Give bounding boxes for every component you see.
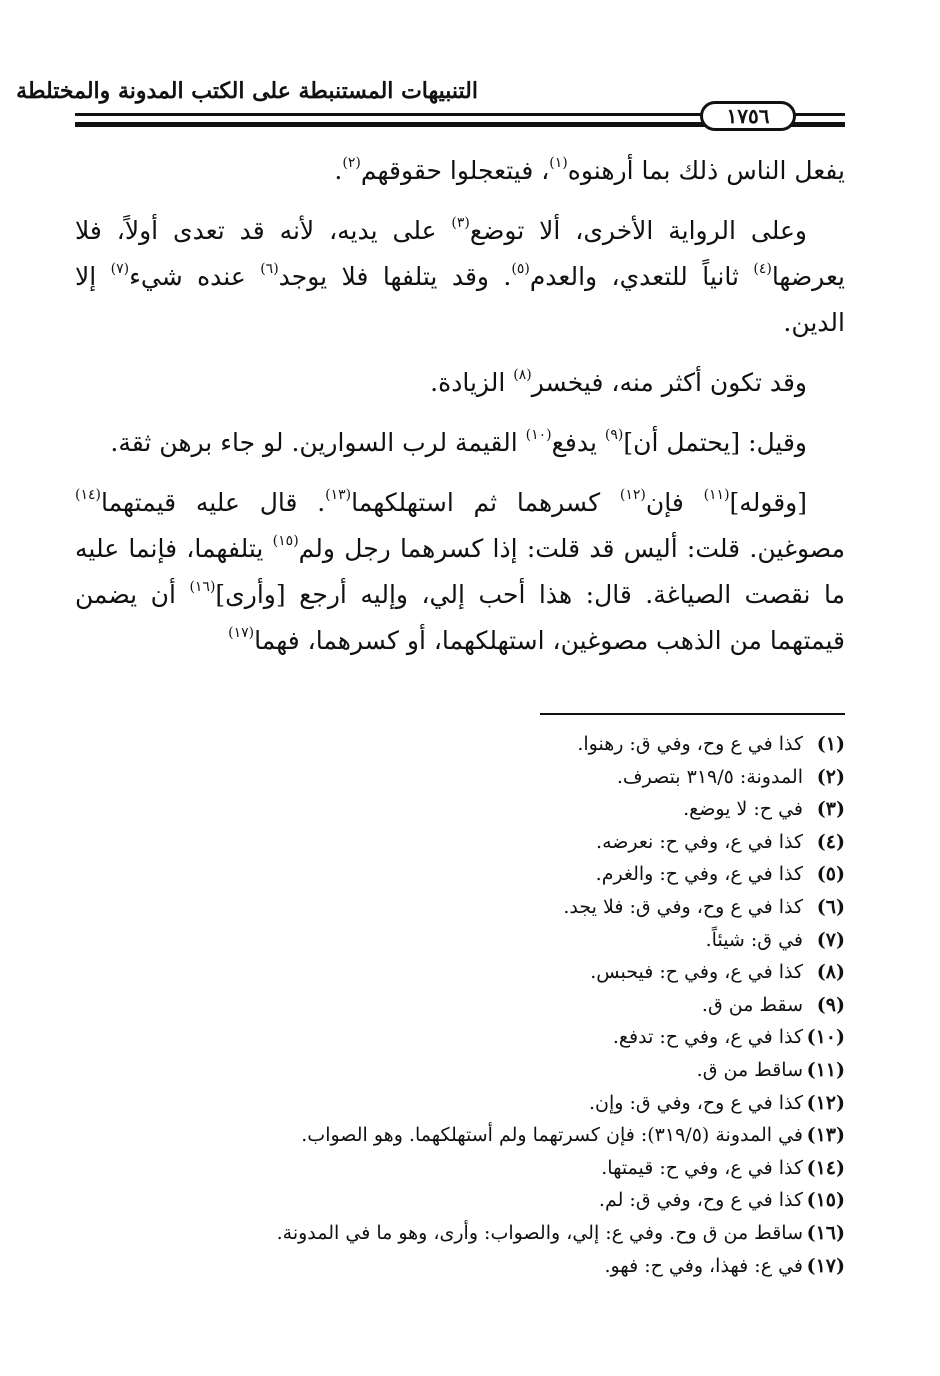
paragraph [75, 360, 845, 406]
footnote-marker[interactable]: (١) [549, 154, 568, 171]
footnote-text: كذا في ع، وفي ح: نعرضه. [596, 830, 803, 853]
footnote-text: المدونة: ٣١٩/٥ بتصرف. [616, 765, 803, 788]
footnote-marker[interactable]: (١٧) [228, 624, 255, 641]
footnote-marker[interactable]: (١٠) [525, 426, 552, 443]
text-run: . قال عليه قيمتهما [100, 488, 326, 517]
footnote-marker[interactable]: (١٢) [619, 486, 646, 503]
text-run: يدفع [551, 428, 605, 457]
footnote-number: (١٤) [806, 1156, 845, 1179]
footnote-text: كذا في ع، وفي ح: قيمتها. [601, 1156, 803, 1179]
text-run: . وقد يتلفها فلا يوجد [278, 262, 512, 291]
footnote-item [90, 891, 845, 924]
footnote-text: كذا في ع وح، وفي ق: رهنوا. [577, 733, 803, 755]
footnote-marker[interactable]: (١٤) [75, 486, 101, 503]
footnote-item [90, 1119, 845, 1152]
text-run: وقيل: [يحتمل أن] [623, 428, 807, 457]
footnote-marker[interactable]: (٦) [260, 260, 279, 277]
footnote-marker[interactable]: (١٦) [189, 578, 216, 595]
text-run: فإن [645, 488, 704, 517]
footnote-marker[interactable]: (١١) [703, 486, 730, 503]
footnote-marker[interactable]: (٢) [342, 154, 361, 171]
footnote-item [90, 1087, 845, 1120]
footnote-number: (٣) [816, 798, 845, 821]
paragraph [75, 208, 845, 346]
text-run: وقد تكون أكثر منه، فيخسر [531, 368, 807, 397]
footnote-text: كذا في ع، وفي ح: فيحبس. [590, 961, 803, 984]
footnote-item [90, 858, 845, 891]
footnote-item [90, 1250, 845, 1283]
footnote-text: كذا في ع وح، وفي ق: وإن. [588, 1091, 803, 1114]
footnote-item [90, 1152, 845, 1185]
running-title: التنبيهات المستنبطة على الكتب المدونة والمختلطة [16, 78, 478, 104]
footnote-number: (١٣) [806, 1124, 845, 1147]
footnote-number: (١٦) [806, 1221, 845, 1244]
footnote-number: (٥) [816, 863, 845, 886]
footnote-marker[interactable]: (٣) [451, 214, 470, 231]
footnote-number: (١٥) [806, 1189, 845, 1212]
footnote-item [90, 793, 845, 826]
text-run: يفعل الناس ذلك بما أرهنوه [567, 156, 845, 185]
footnote-marker[interactable]: (٨) [513, 366, 532, 383]
footnote-number: (١) [816, 733, 845, 755]
footnote-item [90, 924, 845, 957]
footnote-text: سقط من ق. [701, 993, 803, 1016]
footnote-number: (١٧) [806, 1254, 845, 1277]
text-run: [وقوله] [729, 488, 808, 517]
footnote-number: (٩) [816, 993, 845, 1016]
footnote-text: ساقط من ق. [696, 1058, 803, 1081]
main-text [75, 148, 845, 678]
footnote-text: كذا في ع وح، وفي ق: فلا يجد. [563, 895, 803, 918]
paragraph [75, 148, 845, 194]
text-run: عنده شيء [129, 262, 261, 291]
footnote-item [90, 956, 845, 989]
footnote-marker[interactable]: (١٥) [272, 532, 299, 549]
text-run: أن يضمن قيمتهما من الذهب مصوغين، استهلكهما، أو كسرهما، فهما [75, 580, 845, 655]
text-run: مصوغين. قلت: أليس قد قلت: إذا كسرهما رجل ولم [298, 534, 845, 563]
text-run: ثانياً للتعدي، والعدم [529, 262, 754, 291]
footnotes-list [90, 728, 845, 1282]
paragraph [75, 420, 845, 466]
footnote-text: في المدونة (٣١٩/٥): فإن كسرتهما ولم أستهلكهما. وهو الصواب. [301, 1124, 803, 1147]
footnote-marker[interactable]: (٩) [604, 426, 624, 443]
footnote-item [90, 1021, 845, 1054]
footnote-number: (١٠) [806, 1026, 845, 1049]
footnote-text: ساقط من ق وح. وفي ع: إلي، والصواب: وأرى، وهو ما في المدونة. [276, 1221, 803, 1244]
footnote-number: (١٢) [806, 1091, 845, 1114]
footnote-marker[interactable]: (١٣) [325, 486, 352, 503]
footnote-item [90, 826, 845, 859]
footnote-item [90, 1184, 845, 1217]
text-run: كسرهما ثم استهلكهما [351, 488, 620, 517]
footnote-marker[interactable]: (٧) [110, 260, 130, 277]
text-run: ، فيتعجلوا حقوقهم [360, 156, 550, 185]
footnote-number: (٤) [816, 830, 845, 853]
footnote-number: (٨) [816, 961, 845, 984]
paragraph [75, 480, 845, 664]
text-run: يتلفهما، فإنما عليه ما نقصت الصياغة. قال: هذا أحب إلي، وإليه أرجع [وأرى] [75, 534, 845, 609]
footnote-number: (٦) [816, 895, 845, 918]
footnote-text: كذا في ع، وفي ح: تدفع. [612, 1026, 803, 1049]
footnote-marker[interactable]: (٤) [753, 260, 772, 277]
footnote-marker[interactable]: (٥) [511, 260, 530, 277]
footnote-text: في ع: فهذا، وفي ح: فهو. [604, 1254, 803, 1277]
page-number-badge: ١٧٥٦ [700, 101, 796, 131]
text-run: الزيادة. [430, 368, 514, 397]
footnote-item [90, 989, 845, 1022]
footnote-text: في ق: شيئاً. [705, 928, 803, 951]
footnote-item [90, 728, 845, 761]
text-run: القيمة لرب السوارين. لو جاء برهن ثقة. [110, 428, 526, 457]
footnote-number: (٧) [816, 928, 845, 951]
footnote-item [90, 761, 845, 794]
footnote-number: (١١) [806, 1058, 845, 1081]
footnote-separator [540, 713, 845, 715]
footnote-item [90, 1054, 845, 1087]
footnote-number: (٢) [816, 765, 845, 788]
text-run: . [334, 156, 343, 185]
footnote-text: في ح: لا يوضع. [683, 798, 803, 821]
text-run: إلا الدين. [75, 262, 845, 337]
text-run: وعلى الرواية الأخرى، ألا توضع [469, 216, 807, 245]
footnote-text: كذا في ع، وفي ح: والغرم. [595, 863, 803, 886]
footnote-item [90, 1217, 845, 1250]
text-run: على يديه، لأنه قد تعدى أولاً، فلا يعرضها [75, 216, 845, 291]
footnote-text: كذا في ع وح، وفي ق: لم. [598, 1189, 803, 1212]
